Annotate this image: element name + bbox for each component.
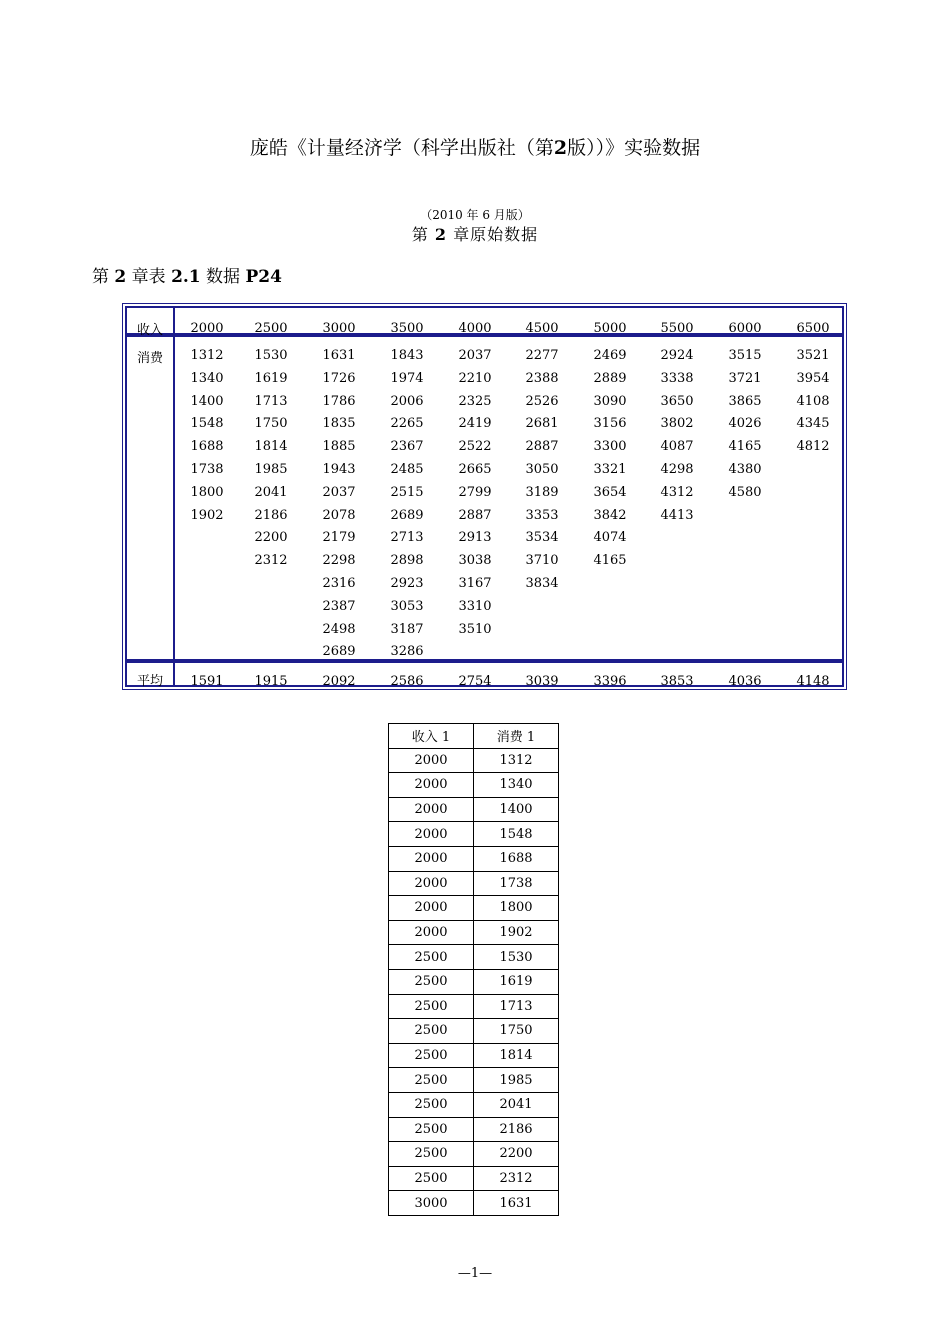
income-cell: 5000 bbox=[593, 321, 627, 336]
income-1-cell: 2500 bbox=[389, 1142, 474, 1167]
table-row bbox=[389, 1068, 559, 1093]
consumption-cell: 2515 bbox=[390, 484, 424, 500]
consumption-cell: 2689 bbox=[390, 507, 424, 523]
consumption-cell: 2485 bbox=[390, 462, 424, 477]
consumption-cell: 1974 bbox=[390, 370, 424, 386]
consumption-cell: 4380 bbox=[728, 462, 762, 477]
consumption-cell: 2526 bbox=[525, 393, 559, 409]
average-label: 平均 bbox=[137, 674, 164, 689]
income-1-cell: 2000 bbox=[389, 748, 474, 773]
title-text-end: 版））》实验数据 bbox=[567, 137, 701, 159]
consumption-1-cell: 1619 bbox=[474, 969, 559, 994]
consumption-cell: 2200 bbox=[254, 530, 288, 546]
table-row bbox=[389, 1092, 559, 1117]
consumption-cell: 3338 bbox=[660, 370, 694, 386]
page-number: —1— bbox=[457, 1266, 493, 1281]
consumption-cell: 2923 bbox=[390, 576, 424, 591]
consumption-cell: 1726 bbox=[322, 370, 356, 386]
consumption-cell: 3286 bbox=[390, 644, 424, 660]
consumption-cell: 2367 bbox=[390, 439, 424, 455]
income-1-cell: 2000 bbox=[389, 920, 474, 945]
consumption-cell: 1985 bbox=[254, 462, 288, 477]
consumption-cell: 1530 bbox=[254, 348, 288, 363]
income-cell: 5500 bbox=[660, 321, 694, 336]
consumption-cell: 3050 bbox=[525, 462, 559, 477]
income-1-cell: 2500 bbox=[389, 1166, 474, 1191]
income-1-cell: 2500 bbox=[389, 1043, 474, 1068]
income-cell: 4500 bbox=[525, 321, 559, 336]
consumption-cell: 4026 bbox=[728, 416, 762, 432]
consumption-cell: 3710 bbox=[525, 553, 559, 569]
consumption-cell: 1814 bbox=[254, 439, 288, 455]
consumption-cell: 2037 bbox=[458, 348, 492, 363]
consumption-cell: 2713 bbox=[390, 530, 424, 546]
consumption-cell: 1631 bbox=[322, 348, 356, 363]
consumption-1-cell: 1814 bbox=[474, 1043, 559, 1068]
table-row bbox=[389, 748, 559, 773]
table-row bbox=[389, 1043, 559, 1068]
consumption-1-cell: 1800 bbox=[474, 896, 559, 921]
average-cell: 1915 bbox=[254, 674, 288, 689]
section-data-word: 数据 bbox=[206, 267, 241, 287]
income-cell: 2000 bbox=[190, 321, 224, 336]
consumption-cell: 1943 bbox=[322, 462, 356, 477]
chapter-suffix: 章原始数据 bbox=[453, 225, 539, 244]
consumption-cell: 2078 bbox=[322, 507, 356, 523]
income-1-cell: 2000 bbox=[389, 871, 474, 896]
income-1-cell: 3000 bbox=[389, 1191, 474, 1216]
consumption-cell: 4087 bbox=[660, 439, 694, 455]
consumption-cell: 4165 bbox=[593, 553, 627, 569]
consumption-cell: 4312 bbox=[660, 484, 694, 500]
section-page-ref: P24 bbox=[245, 267, 282, 287]
consumption-1-cell: 1548 bbox=[474, 822, 559, 847]
consumption-1-header: 消费 1 bbox=[474, 724, 559, 749]
income-label: 收入 bbox=[137, 323, 164, 338]
chapter-number: 2 bbox=[434, 225, 448, 244]
consumption-cell: 2387 bbox=[322, 598, 356, 614]
consumption-cell: 2325 bbox=[458, 393, 492, 409]
consumption-cell: 1750 bbox=[254, 416, 288, 432]
table-row bbox=[389, 871, 559, 896]
consumption-cell: 2887 bbox=[525, 439, 559, 455]
consumption-cell: 3802 bbox=[660, 416, 694, 432]
consumption-cell: 3187 bbox=[390, 621, 424, 637]
consumption-cell: 1312 bbox=[190, 348, 224, 363]
table-row bbox=[389, 920, 559, 945]
table-row bbox=[389, 1019, 559, 1044]
income-1-cell: 2500 bbox=[389, 994, 474, 1019]
table-row bbox=[389, 994, 559, 1019]
consumption-cell: 2041 bbox=[254, 484, 288, 500]
table-row bbox=[389, 945, 559, 970]
consumption-cell: 3954 bbox=[796, 370, 830, 386]
consumption-1-cell: 1340 bbox=[474, 773, 559, 798]
consumption-1-cell: 1985 bbox=[474, 1068, 559, 1093]
table-row bbox=[389, 846, 559, 871]
consumption-1-cell: 1312 bbox=[474, 748, 559, 773]
consumption-cell: 2298 bbox=[322, 553, 356, 569]
consumption-cell: 3189 bbox=[525, 484, 559, 500]
income-1-cell: 2500 bbox=[389, 1117, 474, 1142]
income-cell: 4000 bbox=[458, 321, 492, 336]
consumption-1-cell: 2200 bbox=[474, 1142, 559, 1167]
table-header-row bbox=[389, 724, 559, 749]
table-row bbox=[389, 822, 559, 847]
average-cell: 1591 bbox=[190, 674, 224, 689]
consumption-cell: 1738 bbox=[190, 462, 224, 477]
income-1-cell: 2000 bbox=[389, 773, 474, 798]
income-1-cell: 2500 bbox=[389, 1068, 474, 1093]
consumption-cell: 3721 bbox=[728, 370, 762, 386]
consumption-cell: 1885 bbox=[322, 439, 356, 455]
consumption-cell: 1902 bbox=[190, 507, 224, 523]
document-title bbox=[0, 133, 950, 160]
consumption-cell: 3310 bbox=[458, 598, 492, 614]
income-1-cell: 2500 bbox=[389, 969, 474, 994]
consumption-1-cell: 1631 bbox=[474, 1191, 559, 1216]
consumption-cell: 1786 bbox=[322, 393, 356, 409]
chapter-heading bbox=[0, 222, 950, 245]
income-cell: 3000 bbox=[322, 321, 356, 336]
consumption-cell: 4345 bbox=[796, 416, 830, 432]
title-edition-number: 2 bbox=[553, 137, 568, 159]
consumption-cell: 2316 bbox=[322, 576, 356, 591]
consumption-1-cell: 1688 bbox=[474, 846, 559, 871]
consumption-cell: 2265 bbox=[390, 416, 424, 432]
consumption-cell: 1800 bbox=[190, 484, 224, 500]
section-table-number: 2.1 bbox=[171, 267, 201, 287]
average-cell: 4148 bbox=[796, 674, 830, 689]
consumption-1-cell: 1713 bbox=[474, 994, 559, 1019]
consumption-1-cell: 1400 bbox=[474, 797, 559, 822]
label-column-divider bbox=[173, 306, 175, 687]
consumption-cell: 1713 bbox=[254, 393, 288, 409]
consumption-cell: 3842 bbox=[593, 507, 627, 523]
consumption-1-cell: 1902 bbox=[474, 920, 559, 945]
consumption-cell: 2006 bbox=[390, 393, 424, 409]
income-1-cell: 2000 bbox=[389, 846, 474, 871]
consumption-cell: 2689 bbox=[322, 644, 356, 660]
consumption-1-cell: 1738 bbox=[474, 871, 559, 896]
consumption-cell: 1400 bbox=[190, 393, 224, 409]
income-cell: 2500 bbox=[254, 321, 288, 336]
consumption-cell: 2498 bbox=[322, 621, 356, 637]
consumption-cell: 1688 bbox=[190, 439, 224, 455]
section-heading bbox=[92, 262, 282, 287]
consumption-cell: 2179 bbox=[322, 530, 356, 546]
consumption-cell: 1548 bbox=[190, 416, 224, 432]
consumption-cell: 4413 bbox=[660, 507, 694, 523]
consumption-cell: 3038 bbox=[458, 553, 492, 569]
consumption-cell: 3515 bbox=[728, 348, 762, 363]
consumption-cell: 3521 bbox=[796, 348, 830, 363]
income-1-cell: 2500 bbox=[389, 945, 474, 970]
consumption-cell: 3834 bbox=[525, 576, 559, 591]
income-1-cell: 2000 bbox=[389, 896, 474, 921]
table-row bbox=[389, 773, 559, 798]
consumption-cell: 3353 bbox=[525, 507, 559, 523]
table-row bbox=[389, 896, 559, 921]
consumption-cell: 2924 bbox=[660, 348, 694, 363]
section-chapter-number: 2 bbox=[114, 267, 127, 287]
table-row bbox=[389, 1191, 559, 1216]
income-cell: 3500 bbox=[390, 321, 424, 336]
consumption-cell: 4580 bbox=[728, 484, 762, 500]
consumption-cell: 2665 bbox=[458, 462, 492, 477]
income-1-header: 收入 1 bbox=[389, 724, 474, 749]
consumption-cell: 2889 bbox=[593, 370, 627, 386]
consumption-cell: 2210 bbox=[458, 370, 492, 386]
consumption-cell: 2799 bbox=[458, 484, 492, 500]
consumption-cell: 1619 bbox=[254, 370, 288, 386]
consumption-cell: 2186 bbox=[254, 507, 288, 523]
income-consumption-table bbox=[122, 303, 847, 690]
consumption-cell: 3654 bbox=[593, 484, 627, 500]
table-row bbox=[389, 1142, 559, 1167]
edition-note: （2010 年 6 月版） bbox=[420, 208, 530, 222]
table-row bbox=[389, 969, 559, 994]
table-row bbox=[389, 797, 559, 822]
section-prefix: 第 bbox=[92, 267, 109, 287]
consumption-cell: 4165 bbox=[728, 439, 762, 455]
consumption-1-cell: 1750 bbox=[474, 1019, 559, 1044]
consumption-cell: 3321 bbox=[593, 462, 627, 477]
consumption-cell: 3534 bbox=[525, 530, 559, 546]
consumption-cell: 2277 bbox=[525, 348, 559, 363]
consumption-cell: 3156 bbox=[593, 416, 627, 432]
consumption-cell: 2388 bbox=[525, 370, 559, 386]
consumption-cell: 2312 bbox=[254, 553, 288, 569]
consumption-cell: 1835 bbox=[322, 416, 356, 432]
average-cell: 3853 bbox=[660, 674, 694, 689]
consumption-cell: 3090 bbox=[593, 393, 627, 409]
consumption-cell: 2469 bbox=[593, 348, 627, 363]
consumption-cell: 4108 bbox=[796, 393, 830, 409]
table-row bbox=[389, 1117, 559, 1142]
consumption-cell: 2522 bbox=[458, 439, 492, 455]
consumption-1-cell: 2041 bbox=[474, 1092, 559, 1117]
consumption-cell: 3510 bbox=[458, 621, 492, 637]
income-cell: 6000 bbox=[728, 321, 762, 336]
consumption-cell: 3865 bbox=[728, 393, 762, 409]
income-1-cell: 2000 bbox=[389, 797, 474, 822]
average-cell: 3039 bbox=[525, 674, 559, 689]
average-cell: 2754 bbox=[458, 674, 492, 689]
consumption-1-cell: 2186 bbox=[474, 1117, 559, 1142]
consumption-cell: 1843 bbox=[390, 348, 424, 363]
consumption-cell: 2913 bbox=[458, 530, 492, 546]
consumption-label: 消费 bbox=[137, 351, 164, 366]
consumption-cell: 2037 bbox=[322, 484, 356, 500]
chapter-prefix: 第 bbox=[411, 225, 429, 244]
consumption-1-cell: 1530 bbox=[474, 945, 559, 970]
consumption-cell: 3053 bbox=[390, 598, 424, 614]
consumption-cell: 2898 bbox=[390, 553, 424, 569]
consumption-cell: 3167 bbox=[458, 576, 492, 591]
consumption-cell: 4812 bbox=[796, 439, 830, 455]
consumption-cell: 4298 bbox=[660, 462, 694, 477]
income-cell: 6500 bbox=[796, 321, 830, 336]
income-1-cell: 2500 bbox=[389, 1092, 474, 1117]
consumption-cell: 4074 bbox=[593, 530, 627, 546]
consumption-cell: 2681 bbox=[525, 416, 559, 432]
table-row bbox=[389, 1166, 559, 1191]
consumption-cell: 2887 bbox=[458, 507, 492, 523]
section-table-word: 章表 bbox=[131, 267, 166, 287]
income-consumption-pairs-table bbox=[388, 723, 559, 1216]
income-1-cell: 2500 bbox=[389, 1019, 474, 1044]
title-text-start: 庞皓《计量经济学（科学出版社（第 bbox=[249, 137, 554, 159]
consumption-cell: 2419 bbox=[458, 416, 492, 432]
average-cell: 4036 bbox=[728, 674, 762, 689]
consumption-cell: 3650 bbox=[660, 393, 694, 409]
consumption-1-cell: 2312 bbox=[474, 1166, 559, 1191]
average-cell: 2586 bbox=[390, 674, 424, 689]
consumption-cell: 1340 bbox=[190, 370, 224, 386]
consumption-cell: 3300 bbox=[593, 439, 627, 455]
average-cell: 2092 bbox=[322, 674, 356, 689]
average-cell: 3396 bbox=[593, 674, 627, 689]
income-1-cell: 2000 bbox=[389, 822, 474, 847]
